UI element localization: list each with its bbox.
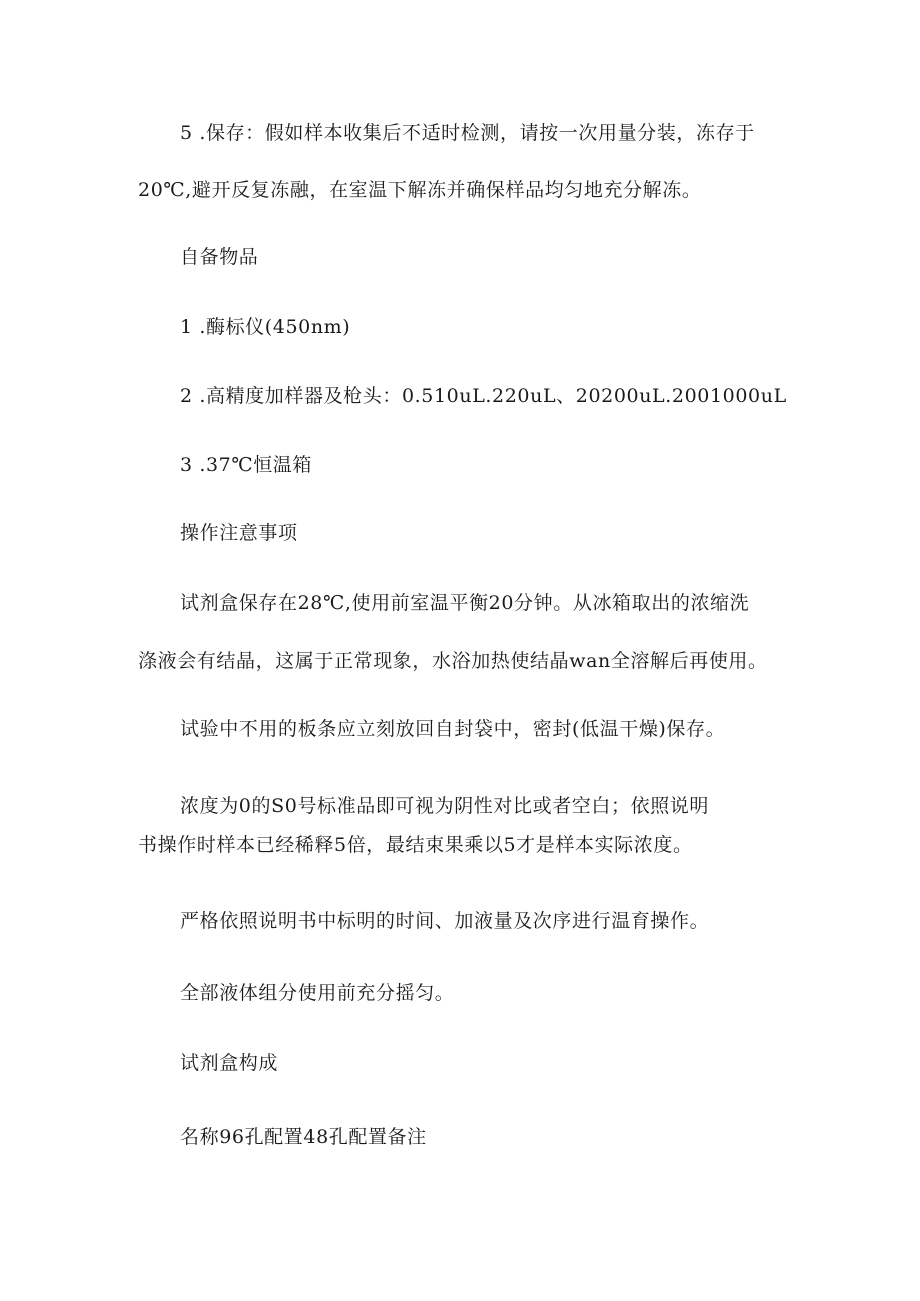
section-heading-precautions: 操作注意事项 [180,522,298,544]
precaution-paragraph-3-line-2: 书操作时样本已经稀释5倍，最结束果乘以5才是样本实际浓度。 [138,834,693,856]
precaution-paragraph-4: 严格依照说明书中标明的时间、加液量及次序进行温育操作。 [180,910,710,932]
section-heading-supplies: 自备物品 [180,246,259,268]
precaution-paragraph-1-line-2: 涤液会有结晶，这属于正常现象，水浴加热使结晶wan全溶解后再使用。 [138,650,768,672]
supply-item-3: 3 .37℃恒温箱 [180,454,312,476]
kit-table-header-row: 名称96孔配置48孔配置备注 [180,1126,427,1148]
supply-item-2: 2 .高精度加样器及枪头：0.510uL.220uL、20200uL.2001000uL [180,385,787,407]
storage-paragraph-line-1: 5 .保存：假如样本收集后不适时检测，请按一次用量分装，冻存于 [180,122,755,144]
precaution-paragraph-1-line-1: 试剂盒保存在28℃,使用前室温平衡20分钟。从冰箱取出的浓缩洗 [180,592,750,614]
section-heading-kit-composition: 试剂盒构成 [180,1052,279,1074]
precaution-paragraph-5: 全部液体组分使用前充分摇匀。 [180,982,455,1004]
precaution-paragraph-2: 试验中不用的板条应立刻放回自封袋中，密封(低温干燥)保存。 [180,718,726,740]
supply-item-1: 1 .酶标仪(450nm) [180,316,351,338]
storage-paragraph-line-2: 20℃,避开反复冻融，在室温下解冻并确保样品均匀地充分解冻。 [138,179,702,201]
precaution-paragraph-3-line-1: 浓度为0的S0号标准品即可视为阴性对比或者空白；依照说明 [180,795,709,817]
